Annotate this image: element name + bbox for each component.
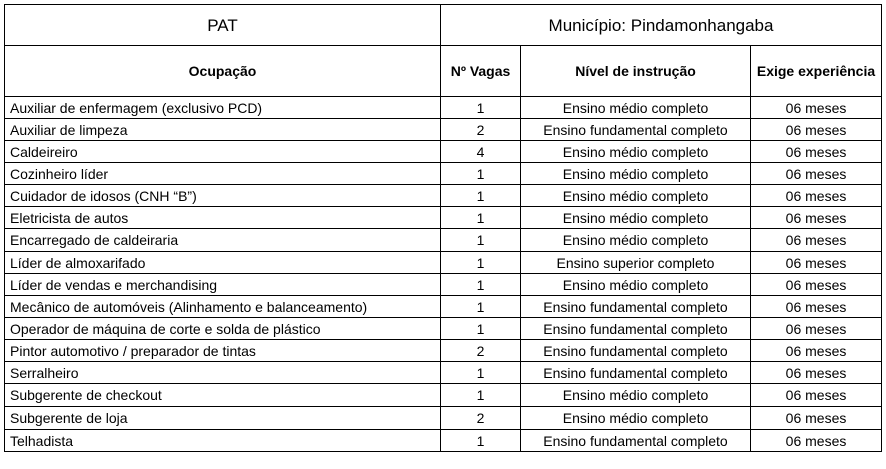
column-header-experience: Exige experiência: [751, 46, 882, 97]
occupation-cell: Auxiliar de enfermagem (exclusivo PCD): [5, 97, 441, 119]
vacancies-cell: 2: [441, 119, 521, 141]
table-row: [5, 274, 882, 296]
education-cell: Ensino fundamental completo: [521, 340, 751, 362]
table-row: [5, 163, 882, 185]
occupation-cell: Cozinheiro líder: [5, 163, 441, 185]
job-vacancies-table: [4, 4, 882, 452]
occupation-cell: Subgerente de checkout: [5, 384, 441, 407]
vacancies-cell: 2: [441, 340, 521, 362]
experience-cell: 06 meses: [751, 229, 882, 252]
table-row: [5, 296, 882, 318]
occupation-cell: Líder de almoxarifado: [5, 252, 441, 274]
occupation-cell: Cuidador de idosos (CNH “B”): [5, 185, 441, 207]
vacancies-cell: 1: [441, 229, 521, 252]
education-cell: Ensino médio completo: [521, 407, 751, 430]
column-header-education: Nível de instrução: [521, 46, 751, 97]
vacancies-cell: 4: [441, 141, 521, 163]
column-header-occupation: Ocupação: [5, 46, 441, 97]
education-cell: Ensino médio completo: [521, 384, 751, 407]
table-row: [5, 141, 882, 163]
occupation-cell: Auxiliar de limpeza: [5, 119, 441, 141]
vacancies-cell: 1: [441, 163, 521, 185]
table-row: [5, 340, 882, 362]
occupation-cell: Líder de vendas e merchandising: [5, 274, 441, 296]
title-row: [5, 5, 882, 46]
experience-cell: 06 meses: [751, 430, 882, 452]
education-cell: Ensino fundamental completo: [521, 119, 751, 141]
table-body: [5, 97, 882, 452]
experience-cell: 06 meses: [751, 252, 882, 274]
occupation-cell: Encarregado de caldeiraria: [5, 229, 441, 252]
education-cell: Ensino médio completo: [521, 207, 751, 229]
vacancies-cell: 2: [441, 407, 521, 430]
occupation-cell: Operador de máquina de corte e solda de plástico: [5, 318, 441, 340]
table-row: [5, 384, 882, 407]
table-row: [5, 252, 882, 274]
table-row: [5, 97, 882, 119]
occupation-cell: Eletricista de autos: [5, 207, 441, 229]
education-cell: Ensino médio completo: [521, 141, 751, 163]
occupation-cell: Mecânico de automóveis (Alinhamento e balanceamento): [5, 296, 441, 318]
experience-cell: 06 meses: [751, 407, 882, 430]
education-cell: Ensino médio completo: [521, 163, 751, 185]
experience-cell: 06 meses: [751, 318, 882, 340]
table-row: [5, 185, 882, 207]
table-row: [5, 119, 882, 141]
occupation-cell: Telhadista: [5, 430, 441, 452]
vacancies-cell: 1: [441, 430, 521, 452]
vacancies-cell: 1: [441, 274, 521, 296]
table-row: [5, 229, 882, 252]
vacancies-cell: 1: [441, 207, 521, 229]
vacancies-cell: 1: [441, 384, 521, 407]
experience-cell: 06 meses: [751, 340, 882, 362]
vacancies-cell: 1: [441, 362, 521, 384]
occupation-cell: Serralheiro: [5, 362, 441, 384]
column-header-vacancies: Nº Vagas: [441, 46, 521, 97]
table-row: [5, 362, 882, 384]
experience-cell: 06 meses: [751, 185, 882, 207]
education-cell: Ensino fundamental completo: [521, 362, 751, 384]
vacancies-cell: 1: [441, 318, 521, 340]
education-cell: Ensino fundamental completo: [521, 430, 751, 452]
education-cell: Ensino fundamental completo: [521, 296, 751, 318]
education-cell: Ensino médio completo: [521, 229, 751, 252]
table-row: [5, 407, 882, 430]
education-cell: Ensino superior completo: [521, 252, 751, 274]
occupation-cell: Caldeireiro: [5, 141, 441, 163]
experience-cell: 06 meses: [751, 362, 882, 384]
experience-cell: 06 meses: [751, 274, 882, 296]
pat-title: PAT: [5, 5, 441, 46]
education-cell: Ensino médio completo: [521, 97, 751, 119]
table-row: [5, 318, 882, 340]
column-header-row: [5, 46, 882, 97]
experience-cell: 06 meses: [751, 97, 882, 119]
vacancies-cell: 1: [441, 252, 521, 274]
experience-cell: 06 meses: [751, 119, 882, 141]
education-cell: Ensino médio completo: [521, 274, 751, 296]
occupation-cell: Subgerente de loja: [5, 407, 441, 430]
education-cell: Ensino médio completo: [521, 185, 751, 207]
vacancies-cell: 1: [441, 97, 521, 119]
experience-cell: 06 meses: [751, 141, 882, 163]
vacancies-cell: 1: [441, 296, 521, 318]
municipality-title: Município: Pindamonhangaba: [441, 5, 882, 46]
vacancies-cell: 1: [441, 185, 521, 207]
experience-cell: 06 meses: [751, 384, 882, 407]
education-cell: Ensino fundamental completo: [521, 318, 751, 340]
table-row: [5, 430, 882, 452]
occupation-cell: Pintor automotivo / preparador de tintas: [5, 340, 441, 362]
experience-cell: 06 meses: [751, 296, 882, 318]
experience-cell: 06 meses: [751, 163, 882, 185]
experience-cell: 06 meses: [751, 207, 882, 229]
table-row: [5, 207, 882, 229]
